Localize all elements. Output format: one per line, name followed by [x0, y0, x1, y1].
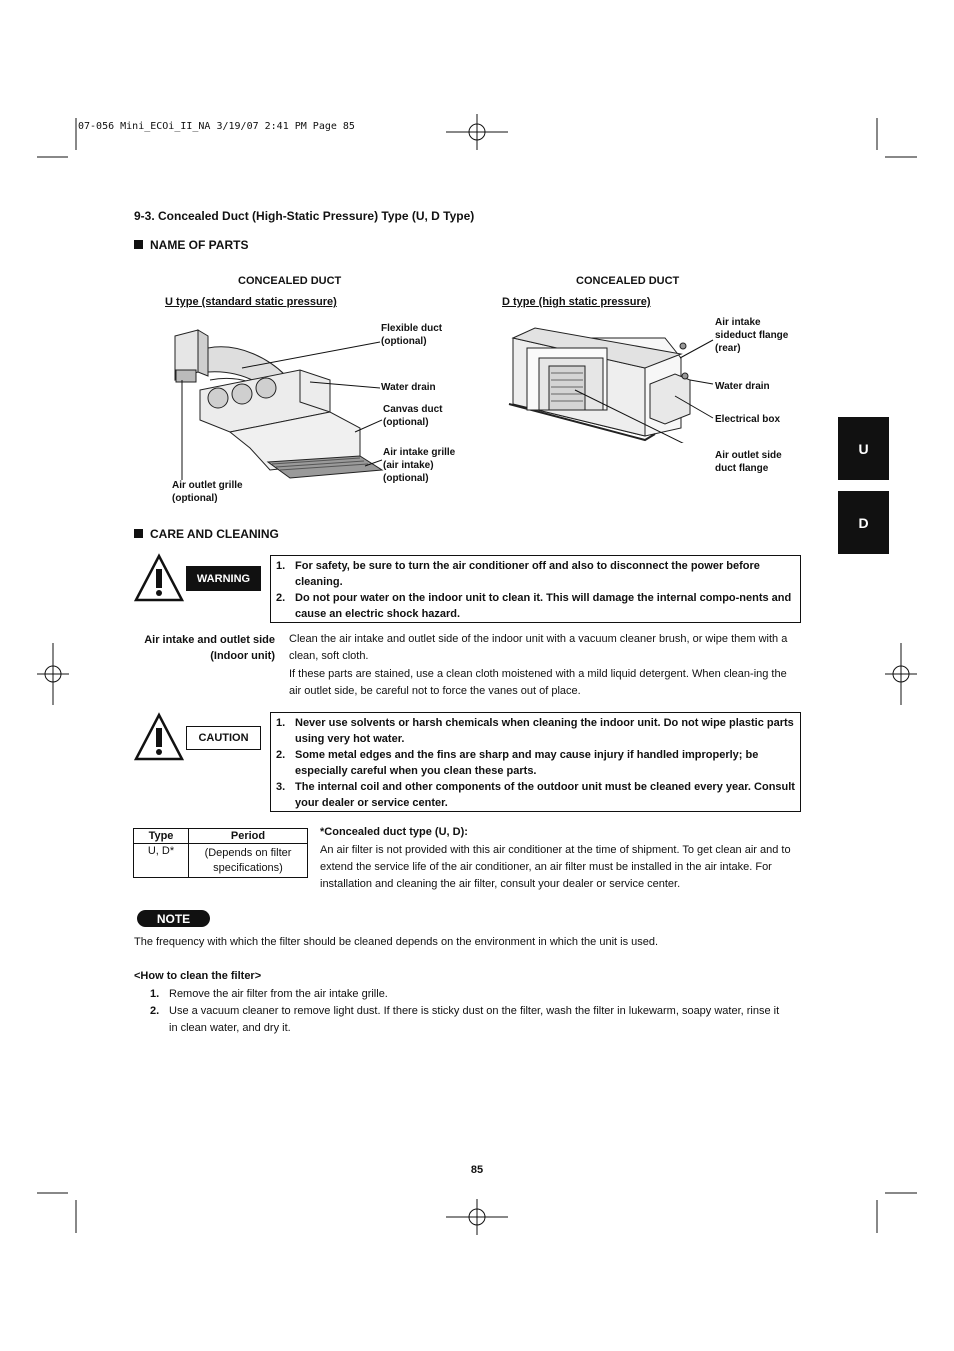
registration-mark-left [37, 643, 69, 705]
registration-mark-right [885, 643, 917, 705]
section-title: 9-3. Concealed Duct (High-Static Pressure) Type (U, D Type) [134, 209, 475, 223]
table-cell-type: U, D* [134, 844, 189, 878]
name-of-parts-heading: NAME OF PARTS [134, 238, 248, 252]
note-badge: NOTE [137, 910, 210, 927]
warning-box [270, 555, 801, 623]
registration-mark-bottom [446, 1199, 508, 1235]
caution-label: CAUTION [186, 726, 261, 750]
caution-item: 2. Some metal edges and the fins are sharp and may cause injury if handled improperly; be especially careful when you clean these parts. [276, 749, 759, 777]
u-type-diagram [160, 320, 390, 500]
u-type-title: CONCEALED DUCT [238, 275, 342, 287]
label-air-outlet-grille: Air outlet grille (optional) [172, 480, 243, 504]
side-tab-u: U [838, 417, 889, 480]
u-type-subtitle: U type (standard static pressure) [165, 296, 337, 308]
how-to-step: 2. Use a vacuum cleaner to remove light dust. If there is sticky dust on the filter, wash the filter in lukewarm, soapy water, rinse it in clean water, and dry it. [150, 1005, 780, 1034]
label-water-drain-d: Water drain [715, 381, 770, 392]
label-air-intake-flange: Air intake sideduct flange (rear) [715, 317, 789, 354]
label-electrical-box: Electrical box [715, 414, 781, 425]
how-to-title: <How to clean the filter> [134, 970, 262, 982]
page-number: 85 [470, 1164, 484, 1176]
caution-box [270, 712, 801, 812]
concealed-note-title: *Concealed duct type (U, D): [320, 826, 468, 838]
crop-header: 07-056 Mini_ECOi_II_NA 3/19/07 2:41 PM Page 85 [78, 121, 355, 132]
d-type-diagram [505, 318, 715, 443]
caution-triangle-icon [134, 712, 184, 762]
caution-item: 1. Never use solvents or harsh chemicals when cleaning the indoor unit. Do not wipe plastic parts using very hot water. [276, 717, 794, 745]
warning-item: 1. For safety, be sure to turn the air conditioner off and also to disconnect the power before cleaning. [276, 560, 760, 588]
side-tab-d: D [838, 491, 889, 554]
warning-label: WARNING [186, 566, 261, 591]
how-to-step: 1. Remove the air filter from the air intake grille. [150, 988, 388, 1000]
label-water-drain-u: Water drain [381, 382, 436, 393]
d-type-title: CONCEALED DUCT [576, 275, 680, 287]
caution-item: 3. The internal coil and other components of the outdoor unit must be cleaned every year. Consult your dealer or service center. [276, 781, 795, 809]
registration-mark-top [446, 114, 508, 150]
label-canvas-duct: Canvas duct (optional) [383, 404, 443, 428]
label-air-outlet-flange: Air outlet side duct flange [715, 450, 782, 474]
warning-triangle-icon [134, 553, 184, 603]
warning-item: 2. Do not pour water on the indoor unit to clean it. This will damage the internal compo-nents and cause an electric shock hazard. [276, 592, 792, 620]
label-air-intake-grille: Air intake grille (air intake) (optional) [383, 447, 456, 484]
air-intake-text-1: Clean the air intake and outlet side of the indoor unit with a vacuum cleaner brush, or wipe them with a clean, soft cloth. [289, 633, 788, 662]
concealed-note-text: An air filter is not provided with this air conditioner at the time of shipment. To get clean air and to extend the service life of the air conditioner, an air filter must be installed in the air intake. For installation and cleaning the air filter, consult your dealer or service center. [320, 844, 791, 890]
care-cleaning-heading: CARE AND CLEANING [134, 527, 279, 541]
note-text: The frequency with which the filter should be cleaned depends on the environment in which the unit is used. [134, 936, 659, 948]
table-header-type: Type [134, 829, 189, 844]
label-flexible-duct: Flexible duct (optional) [381, 323, 443, 347]
table-header-period: Period [189, 829, 308, 844]
type-period-table [133, 828, 308, 878]
table-cell-period: (Depends on filter specifications) [189, 844, 308, 878]
air-intake-text-2: If these parts are stained, use a clean cloth moistened with a mild liquid detergent. When clean-ing the air outlet side, be careful not to force the vanes out of place. [289, 668, 787, 697]
air-intake-label: Air intake and outlet side (Indoor unit) [144, 634, 275, 662]
d-type-subtitle: D type (high static pressure) [502, 296, 651, 308]
